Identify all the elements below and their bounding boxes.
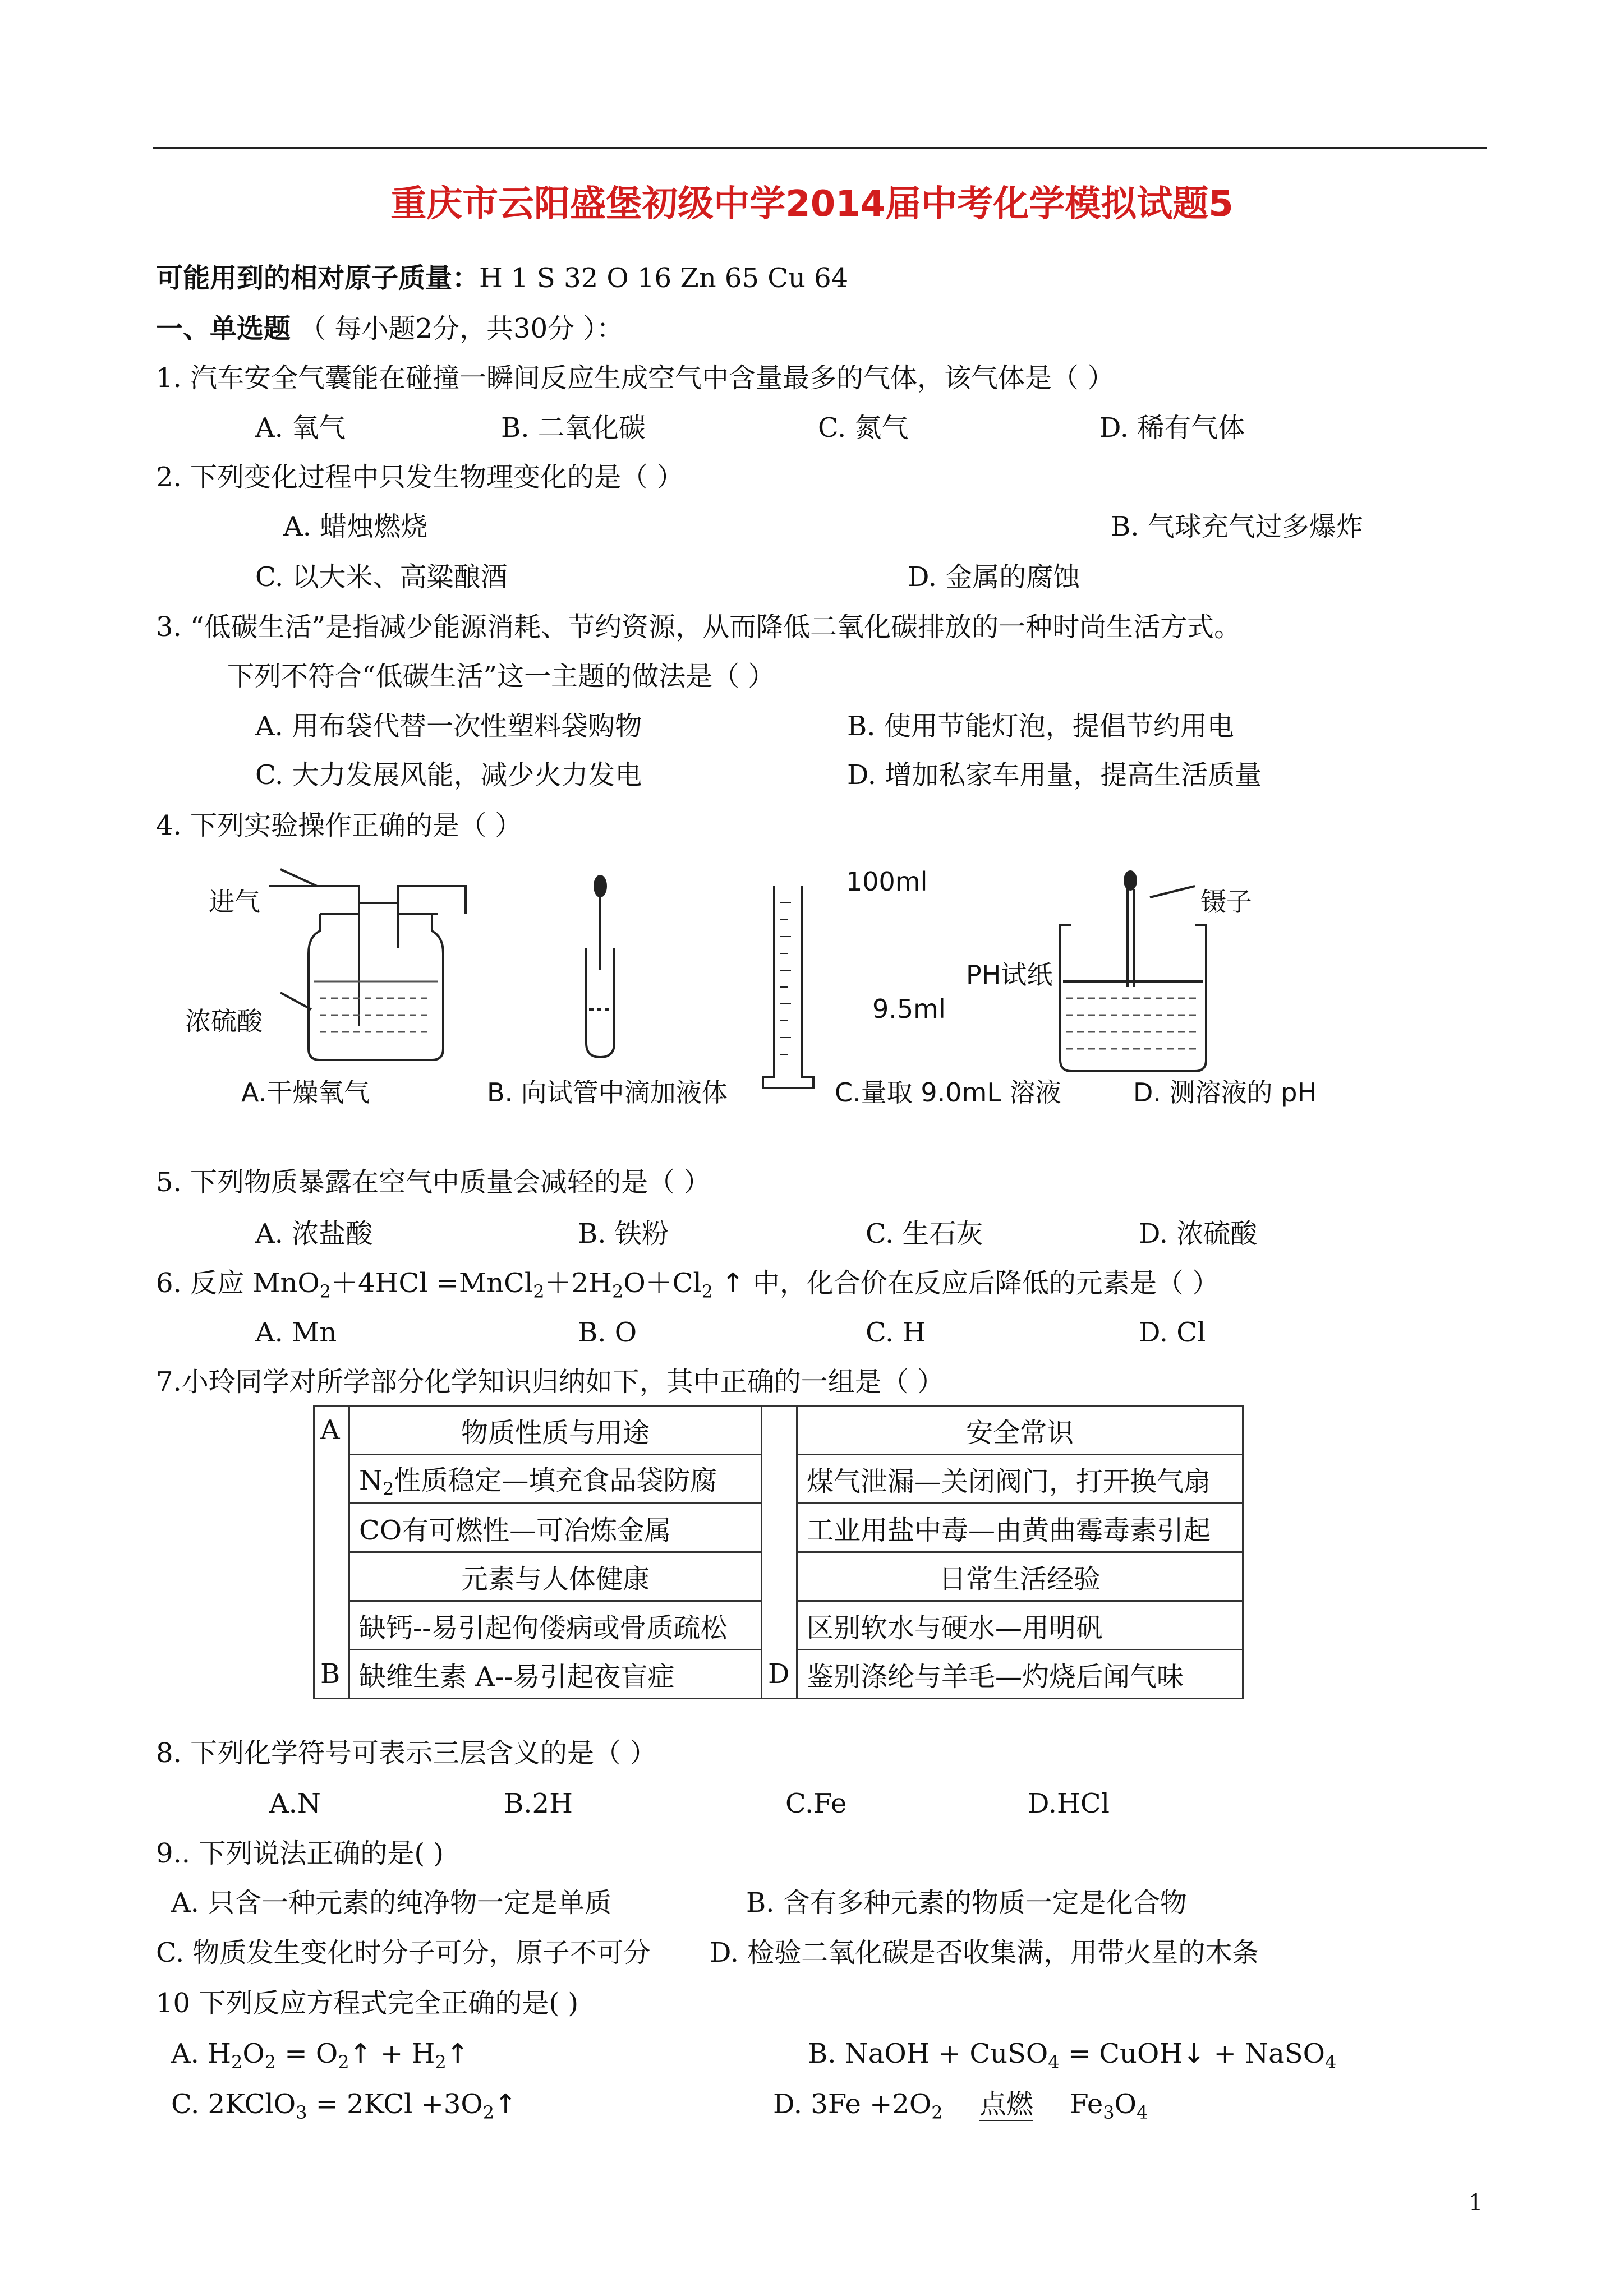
graduated-cylinder-icon <box>763 886 813 1088</box>
q7-table <box>313 1405 1244 1699</box>
q7-a-head: 物质性质与用途 <box>349 1406 762 1455</box>
fig-95ml-label: 9.5ml <box>872 994 946 1024</box>
q7-b-row1: 缺钙--易引起佝偻病或骨质疏松 <box>349 1601 762 1650</box>
q3-stem-2: 下列不符合“低碳生活”这一主题的做法是（ ） <box>227 661 775 692</box>
q9-stem: 9.. 下列说法正确的是( ) <box>156 1838 444 1869</box>
q7-b-row2: 缺维生素 A--易引起夜盲症 <box>349 1650 762 1699</box>
q6-option-a: A. Mn <box>255 1317 337 1348</box>
q1-option-c: C. 氮气 <box>818 412 909 444</box>
q2-stem: 2. 下列变化过程中只发生物理变化的是（ ） <box>156 462 684 493</box>
q10-option-b: B. NaOH + CuSO$_4$ = CuOH↓ + NaSO$_4$ <box>808 2038 1337 2073</box>
q7-a-row2: CO有可燃性—可冶炼金属 <box>349 1504 762 1552</box>
section-note: （ 每小题2分，共30分 ）： <box>299 313 624 344</box>
q8-stem: 8. 下列化学符号可表示三层含义的是（ ） <box>156 1737 657 1769</box>
q5-option-a: A. 浓盐酸 <box>255 1218 373 1250</box>
q10-option-d: D. $3Fe +2O_2$ 点燃 $Fe_3O_4$ <box>773 2088 1148 2123</box>
q5-option-b: B. 铁粉 <box>578 1218 669 1250</box>
q7-d-row1: 区别软水与硬水—用明矾 <box>797 1601 1243 1650</box>
beaker-tweezers-icon <box>1060 872 1206 1071</box>
q8-option-c: C.Fe <box>785 1788 847 1819</box>
q1-option-d: D. 稀有气体 <box>1099 412 1245 444</box>
q8-option-d: D.HCl <box>1028 1788 1110 1819</box>
q1-option-b: B. 二氧化碳 <box>501 412 646 444</box>
q6-stem-pre: 6. 反应 MnO <box>156 1267 320 1299</box>
q7-letter-d: D <box>762 1552 797 1699</box>
q1-stem: 1. 汽车安全气囊能在碰撞一瞬间反应生成空气中含量最多的气体，该气体是（ ） <box>156 362 1115 394</box>
q7-a-row1: $N_2$性质稳定—填充食品袋防腐 <box>349 1455 762 1504</box>
q4-option-a: A.干燥氧气 <box>241 1077 370 1108</box>
atomic-mass-label: 可能用到的相对原子质量： <box>156 262 480 294</box>
q2-option-c: C. 以大米、高粱酿酒 <box>255 561 508 593</box>
q5-stem: 5. 下列物质暴露在空气中质量会减轻的是（ ） <box>156 1167 711 1198</box>
q2-option-d: D. 金属的腐蚀 <box>908 561 1080 593</box>
test-tube-dropper-icon <box>586 876 614 1057</box>
q9-option-a: A. 只含一种元素的纯净物一定是单质 <box>171 1887 612 1919</box>
q4-option-c: C.量取 9.0mL 溶液 <box>835 1077 1061 1108</box>
section-header <box>156 312 623 345</box>
atomic-mass-values: H 1 S 32 O 16 Zn 65 Cu 64 <box>479 262 849 294</box>
q6-stem: 6. 反应 $MnO_2+4HCl =MnCl_2+2H_2O+Cl_2$ ↑ 中，化合价在反应后降低的元素是（ ） <box>156 1267 1220 1302</box>
q3-stem: 3. “低碳生活”是指减少能源消耗、节约资源，从而降低二氧化碳排放的一种时尚生活方式。 <box>156 611 1241 643</box>
page-title: 重庆市云阳盛堡初级中学2014届中考化学模拟试题5 <box>390 183 1234 225</box>
q7-letter-c-blank <box>762 1406 797 1552</box>
q3-option-b: B. 使用节能灯泡，提倡节约用电 <box>847 711 1234 742</box>
q3-option-d: D. 增加私家车用量，提高生活质量 <box>847 759 1262 791</box>
q7-c-head: 安全常识 <box>797 1406 1243 1455</box>
q7-b-head: 元素与人体健康 <box>349 1552 762 1601</box>
q3-option-c: C. 大力发展风能，减少火力发电 <box>255 759 642 791</box>
q10-option-c: C. 2KClO$_3$ = $2KCl +3O_2↑$ <box>171 2088 517 2123</box>
q5-option-d: D. 浓硫酸 <box>1139 1218 1258 1250</box>
q7-d-head: 日常生活经验 <box>797 1552 1243 1601</box>
section-title: 一、单选题 <box>156 313 291 344</box>
fig-100ml-label: 100ml <box>846 866 928 897</box>
q6-option-c: C. H <box>866 1317 926 1348</box>
q7-letter-a: A <box>314 1406 349 1552</box>
q4-option-d: D. 测溶液的 pH <box>1133 1077 1317 1108</box>
q9-option-d: D. 检验二氧化碳是否收集满，用带火星的木条 <box>710 1937 1259 1968</box>
q7-stem: 7.小玲同学对所学部分化学知识归纳如下，其中正确的一组是（ ） <box>156 1366 945 1398</box>
page-number: 1 <box>1469 2190 1483 2216</box>
q7-letter-b: B <box>314 1552 349 1699</box>
q2-option-a: A. 蜡烛燃烧 <box>283 511 428 542</box>
q7-c-row2: 工业用盐中毒—由黄曲霉毒素引起 <box>797 1504 1243 1552</box>
q6-option-b: B. O <box>578 1317 637 1348</box>
q7-c-row1: 煤气泄漏—关闭阀门，打开换气扇 <box>797 1455 1243 1504</box>
q8-option-a: A.N <box>269 1788 321 1819</box>
q5-option-c: C. 生石灰 <box>866 1218 983 1250</box>
q4-option-b: B. 向试管中滴加液体 <box>487 1077 728 1108</box>
q10-stem: 10 下列反应方程式完全正确的是( ) <box>156 1988 579 2019</box>
q8-option-b: B.2H <box>504 1788 573 1819</box>
q7-d-row2: 鉴别涤纶与羊毛—灼烧后闻气味 <box>797 1650 1243 1699</box>
q9-option-b: B. 含有多种元素的物质一定是化合物 <box>746 1887 1187 1919</box>
fig-acid-label: 浓硫酸 <box>185 1006 263 1036</box>
q9-option-c: C. 物质发生变化时分子可分，原子不可分 <box>156 1937 651 1968</box>
atomic-mass-line <box>156 261 848 295</box>
fig-ph-paper-label: PH试纸 <box>966 960 1053 990</box>
fig-in-gas-label: 进气 <box>209 887 260 917</box>
fig-tweezers-label: 镊子 <box>1200 887 1252 917</box>
q6-option-d: D. Cl <box>1139 1317 1206 1348</box>
q2-option-b: B. 气球充气过多爆炸 <box>1111 511 1363 542</box>
q10-option-a: A. $H_2O_2$ = $O_2↑$ + $H_2↑$ <box>171 2038 469 2073</box>
q10-d-condition: 点燃 <box>979 2088 1033 2120</box>
q3-option-a: A. 用布袋代替一次性塑料袋购物 <box>255 711 642 742</box>
q1-option-a: A. 氧气 <box>255 412 346 444</box>
top-rule <box>153 147 1487 149</box>
q4-stem: 4. 下列实验操作正确的是（ ） <box>156 810 522 841</box>
